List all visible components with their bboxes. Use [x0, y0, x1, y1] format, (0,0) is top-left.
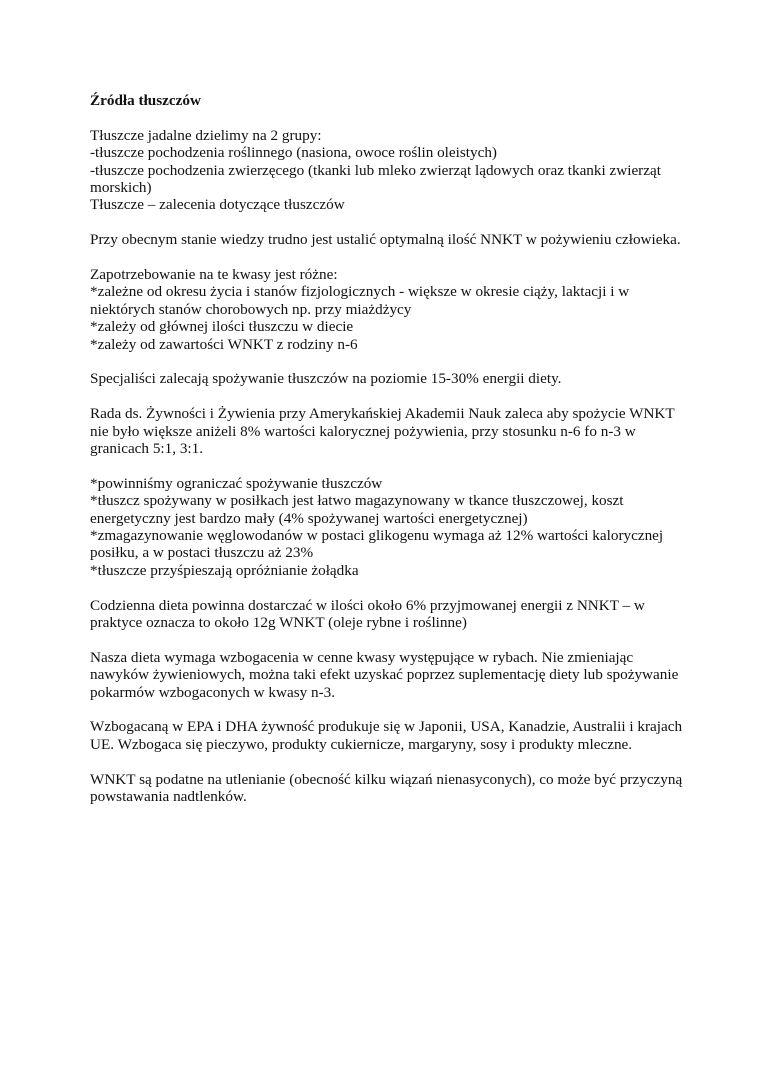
paragraph-recommendations	[90, 475, 690, 579]
text-line: Przy obecnym stanie wiedzy trudno jest ustalić optymalną ilość NNKT w pożywieniu człowieka.	[90, 231, 681, 249]
text-line: *zależy od zawartości WNKT z rodziny n-6	[90, 335, 358, 353]
text-line: Zapotrzebowanie na te kwasy jest różne:	[90, 266, 338, 284]
document-page	[90, 92, 690, 823]
text-line: *tłuszcz spożywany w posiłkach jest łatwo magazynowany w tkance tłuszczowej, koszt energetyczny jest bardzo mały (4% spożywanej wartości energetycznej)	[90, 492, 628, 527]
text-line: Tłuszcze jadalne dzielimy na 2 grupy:	[90, 126, 322, 144]
text-line: Wzbogacaną w EPA i DHA żywność produkuje się w Japonii, USA, Kanadzie, Australii i krajach UE. Wzbogaca się pieczywo, produkty cukiernicze, margaryny, sosy i produkty mleczne.	[90, 718, 686, 753]
text-line: Tłuszcze – zalecenia dotyczące tłuszczów	[90, 196, 345, 214]
document-title: Źródła tłuszczów	[90, 92, 201, 109]
text-line: Rada ds. Żywności i Żywienia przy Amerykańskiej Akademii Nauk zaleca aby spożycie WNKT nie było większe aniżeli 8% wartości kalorycznej pożywienia, przy stosunku n-6 fo n-3 w granicach 5:1, 3:1.	[90, 405, 679, 458]
paragraph-nnkt-knowledge	[90, 231, 690, 248]
text-line: WNKT są podatne na utlenianie (obecność kilku wiązań nienasyconych), co może być przyczyną powstawania nadtlenków.	[90, 770, 687, 806]
text-line: -tłuszcze pochodzenia zwierzęcego (tkanki lub mleko zwierząt lądowych oraz tkanki zwierząt morskich)	[90, 161, 665, 197]
text-line: *zmagazynowanie węglowodanów w postaci glikogenu wymaga aż 12% wartości kalorycznej posiłku, a w postaci tłuszczu aż 23%	[90, 527, 667, 562]
text-line: Specjaliści zalecają spożywanie tłuszczów na poziomie 15-30% energii diety.	[90, 370, 562, 388]
paragraph-enrichment	[90, 649, 690, 701]
text-line: Nasza dieta wymaga wzbogacenia w cenne kwasy występujące w rybach. Nie zmieniając nawyków żywieniowych, można taki efekt uzyskać poprzez suplementację diety lub spożywanie pokarmów wzbogaconych w kwasy n-3.	[90, 648, 683, 701]
paragraph-fat-groups	[90, 127, 690, 214]
text-line: *powinniśmy ograniczać spożywanie tłuszczów	[90, 474, 383, 492]
paragraph-daily-diet	[90, 597, 690, 632]
paragraph-demand	[90, 266, 690, 353]
text-line: -tłuszcze pochodzenia roślinnego (nasiona, owoce roślin oleistych)	[90, 144, 497, 162]
text-line: *tłuszcze przyśpieszają opróżnianie żołądka	[90, 561, 359, 579]
paragraph-council	[90, 405, 690, 457]
paragraph-oxidation	[90, 771, 690, 806]
paragraph-specialists	[90, 370, 690, 387]
paragraph-epa-dha	[90, 718, 690, 753]
text-line: Codzienna dieta powinna dostarczać w ilości około 6% przyjmowanej energii z NNKT – w praktyce oznacza to około 12g WNKT (oleje rybne i roślinne)	[90, 596, 649, 632]
text-line: *zależne od okresu życia i stanów fizjologicznych - większe w okresie ciąży, laktacji i w niektórych stanów chorobowych np. przy miażdżycy	[90, 283, 634, 318]
text-line: *zależy od głównej ilości tłuszczu w diecie	[90, 318, 354, 336]
